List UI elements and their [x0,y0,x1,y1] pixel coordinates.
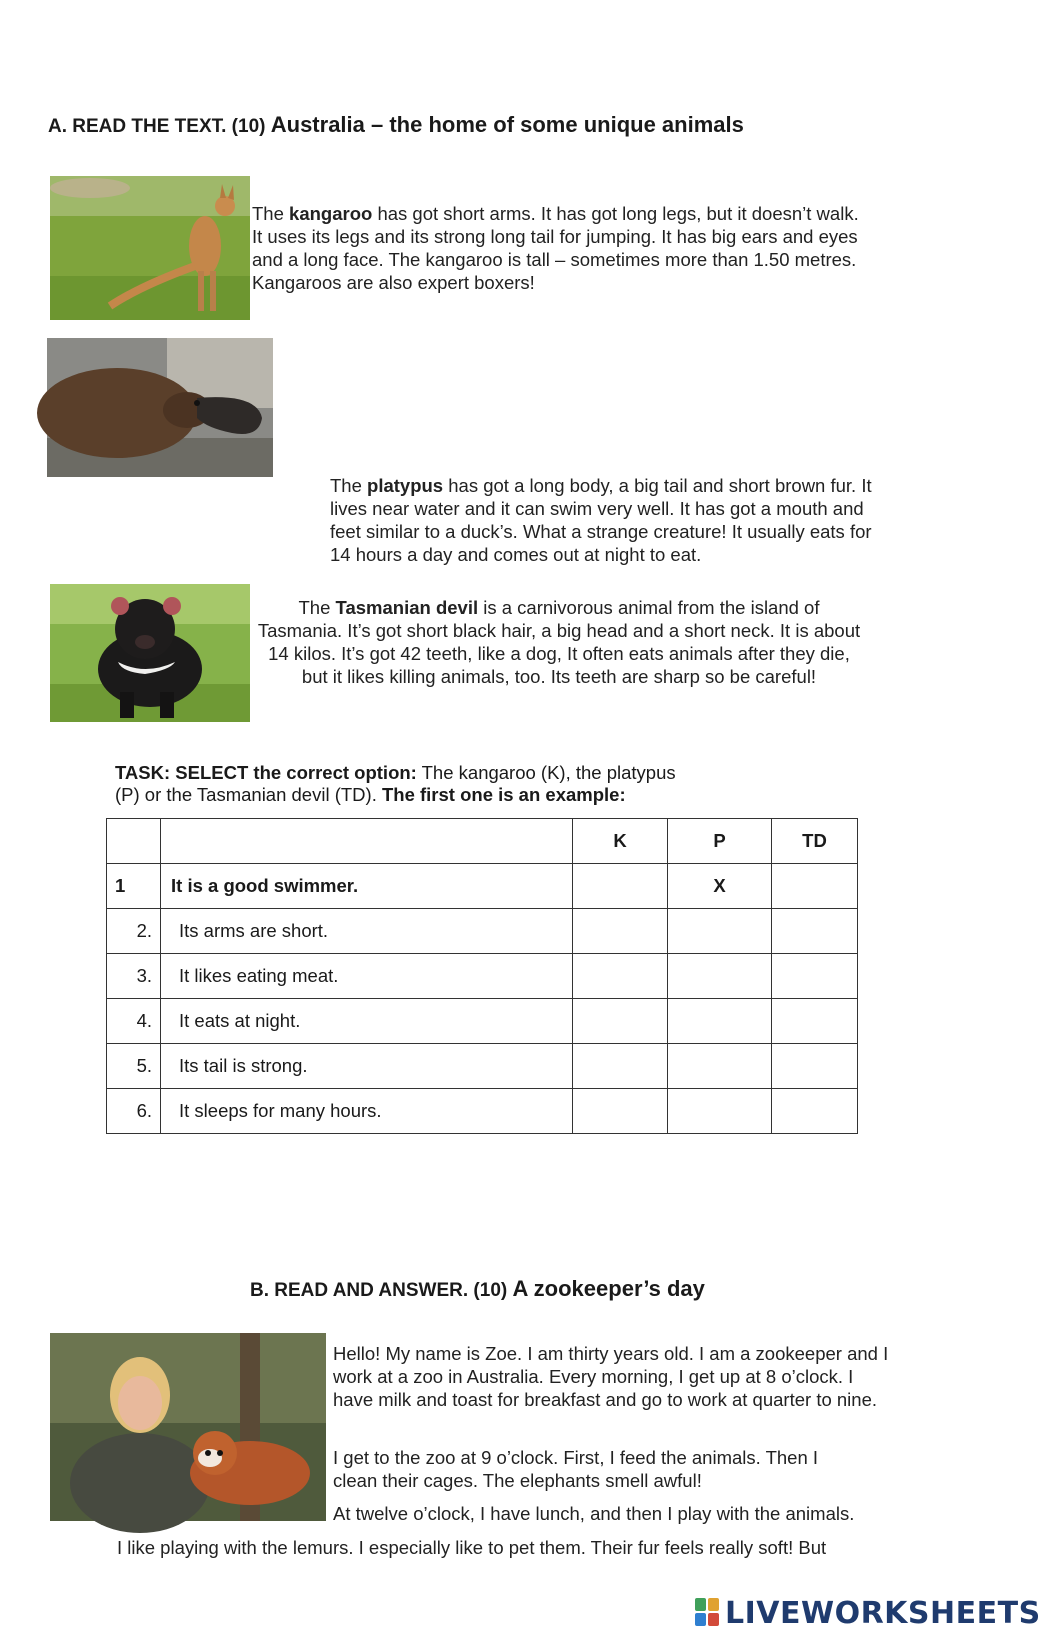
option-cell-p[interactable] [668,909,772,954]
row-number: 6. [107,1089,161,1134]
brand-name: LIVEWORKSHEETS [725,1595,1041,1631]
option-cell-p[interactable] [668,999,772,1044]
devil-paragraph [254,596,864,688]
tasmanian-devil-photo [50,584,250,722]
option-cell-td[interactable] [772,999,858,1044]
option-cell-p[interactable] [668,954,772,999]
header-blank-num [107,819,161,864]
table-row [107,999,858,1044]
platypus-text-rest: has got a long body, a big tail and short brown fur. It lives near water and it can swim very well. It has got a mouth and feet similar to a duck’s. What a strange creature! It usually eats for 14 hours a day and comes out at night to eat. [330,475,872,565]
header-blank-text [161,819,573,864]
kangaroo-text-start: The [252,203,290,224]
section-b-heading [250,1276,705,1302]
row-statement: Its arms are short. [161,909,573,954]
liveworksheets-logo [695,1595,1041,1631]
row-statement: It is a good swimmer. [161,864,573,909]
row-statement: It eats at night. [161,999,573,1044]
option-cell-k[interactable] [573,999,668,1044]
zoe-paragraph-4: I like playing with the lemurs. I especially like to pet them. Their fur feels really soft! But [117,1537,827,1558]
row-statement: It sleeps for many hours. [161,1089,573,1134]
table-header-row [107,819,858,864]
section-a-title: Australia – the home of some unique animals [270,112,744,137]
example-mark: X [668,864,772,909]
table-row [107,1089,858,1134]
header-td: TD [772,819,858,864]
devil-text-rest: is a carnivorous animal from the island of Tasmania. It’s got short black hair, a big head and a short neck. It is about 14 kilos. It’s got 42 teeth, like a dog, It often eats animals after they die, but it likes killing animals, too. Its teeth are sharp so be careful! [257,597,861,687]
section-a-prefix: A. READ THE TEXT. (10) [48,116,271,137]
logo-blocks-icon [695,1598,721,1628]
platypus-name: platypus [367,475,444,496]
section-b-title: A zookeeper’s day [512,1276,705,1301]
option-cell-k[interactable] [573,909,668,954]
section-b-prefix: B. READ AND ANSWER. (10) [250,1280,513,1301]
kangaroo-text-rest: has got short arms. It has got long legs, but it doesn’t walk. It uses its legs and its strong long tail for jumping. It has big ears and eyes and a long face. The kangaroo is tall – sometimes more than 1.50 metres. Kangaroos are also expert boxers! [252,203,859,293]
row-number: 5. [107,1044,161,1089]
task-example-note: The first one is an example: [381,784,626,805]
table-row [107,1044,858,1089]
zoe-paragraph-3: At twelve o’clock, I have lunch, and then I play with the animals. [333,1503,855,1524]
option-cell-td[interactable] [772,1089,858,1134]
option-cell-p[interactable] [668,1044,772,1089]
row-number: 1 [107,864,161,909]
zookeeper-photo [50,1333,326,1521]
devil-text-start: The [298,597,336,618]
row-number: 4. [107,999,161,1044]
task-instruction-text: The kangaroo (K), the platypus (P) or the Tasmanian devil (TD). [115,762,676,805]
table-row-example [107,864,858,909]
zoe-paragraph-2: I get to the zoo at 9 o’clock. First, I feed the animals. Then I clean their cages. The elephants smell awful! [333,1447,819,1491]
row-statement: It likes eating meat. [161,954,573,999]
option-cell-k[interactable] [573,1044,668,1089]
header-k: K [573,819,668,864]
row-statement: Its tail is strong. [161,1044,573,1089]
row-number: 3. [107,954,161,999]
task-label: TASK: SELECT the correct option: [115,762,417,783]
task-instructions [115,762,705,806]
task-table [106,818,858,1134]
platypus-paragraph [330,474,890,566]
platypus-photo [47,338,273,477]
kangaroo-photo [50,176,250,320]
option-cell-td[interactable] [772,1044,858,1089]
kangaroo-name: kangaroo [289,203,373,224]
table-row [107,954,858,999]
platypus-text-start: The [330,475,368,496]
row-number: 2. [107,909,161,954]
option-cell-p[interactable] [668,1089,772,1134]
kangaroo-paragraph [252,202,862,294]
header-p: P [668,819,772,864]
zoe-paragraph-1: Hello! My name is Zoe. I am thirty years old. I am a zookeeper and I work at a zoo in Australia. Every morning, I get up at 8 o’clock. I have milk and toast for breakfast and go to work at quarter to nine. [333,1343,889,1410]
option-cell-td [772,864,858,909]
option-cell-td[interactable] [772,954,858,999]
table-row [107,909,858,954]
option-cell-td[interactable] [772,909,858,954]
devil-name: Tasmanian devil [335,597,479,618]
section-a-heading [48,112,744,138]
option-cell-k [573,864,668,909]
option-cell-k[interactable] [573,1089,668,1134]
option-cell-k[interactable] [573,954,668,999]
